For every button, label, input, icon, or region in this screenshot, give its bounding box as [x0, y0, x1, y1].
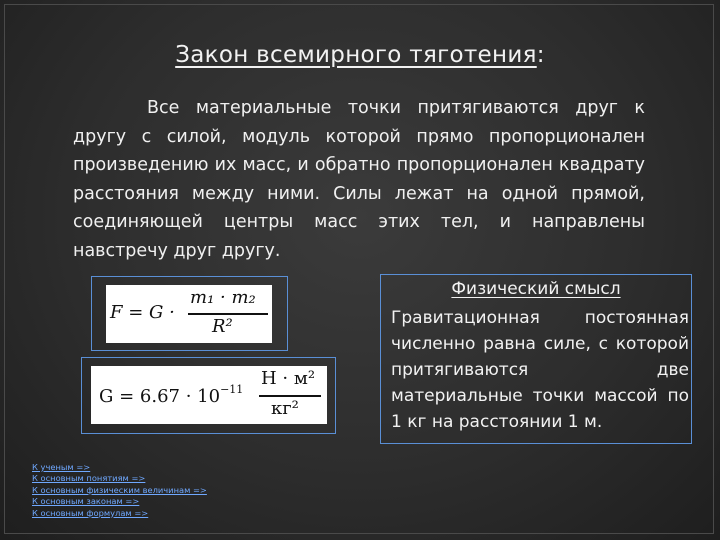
- force-formula-image: [106, 285, 272, 343]
- slide-title-text: Закон всемирного тяготения: [175, 42, 537, 68]
- constant-formula-image: [91, 366, 327, 424]
- constant-formula-denominator: кг²: [271, 398, 299, 419]
- constant-formula-box: [81, 357, 336, 434]
- physical-meaning-box: [380, 274, 692, 444]
- force-formula-lhs: F = G ·: [110, 302, 175, 323]
- nav-link-concepts[interactable]: К основным понятиям =>: [32, 473, 146, 484]
- nav-link-quantities[interactable]: К основным физическим величинам =>: [32, 484, 207, 495]
- slide-frame: [4, 4, 714, 534]
- force-formula-fraction-line: [188, 313, 268, 315]
- constant-formula-lhs-text: G = 6.67 · 10: [99, 386, 221, 407]
- slide-title: [0, 42, 720, 68]
- constant-formula-lhs: [99, 383, 244, 407]
- force-formula-denominator: R²: [212, 316, 233, 337]
- nav-link-formulas[interactable]: К основным формулам =>: [32, 507, 149, 518]
- nav-link-scientists[interactable]: К ученым =>: [32, 462, 91, 472]
- constant-formula-exponent: −11: [220, 383, 244, 396]
- constant-formula-fraction-line: [259, 395, 321, 397]
- law-statement: Все материальные точки притягиваются друг к другу с силой, модуль которой прямо пропорционален произведению их масс, и обратно пропорционален квадрату расстояния между ними. Силы лежат на одной прямой, соединяющей центры масс этих тел, и направлены навстречу друг другу.: [73, 98, 645, 261]
- force-formula-numerator: m₁ · m₂: [190, 287, 256, 308]
- force-formula-box: [91, 276, 288, 351]
- constant-formula-numerator: Н · м²: [261, 368, 316, 389]
- slide-title-colon: :: [536, 42, 545, 68]
- physical-meaning-text: Гравитационная постоянная численно равна силе, с которой притягиваются две материальные точки массой по 1 кг на расстоянии 1 м.: [391, 308, 689, 432]
- nav-links: [32, 462, 332, 519]
- physical-meaning-heading: Физический смысл: [451, 279, 621, 299]
- nav-link-laws[interactable]: К основным законам =>: [32, 496, 140, 507]
